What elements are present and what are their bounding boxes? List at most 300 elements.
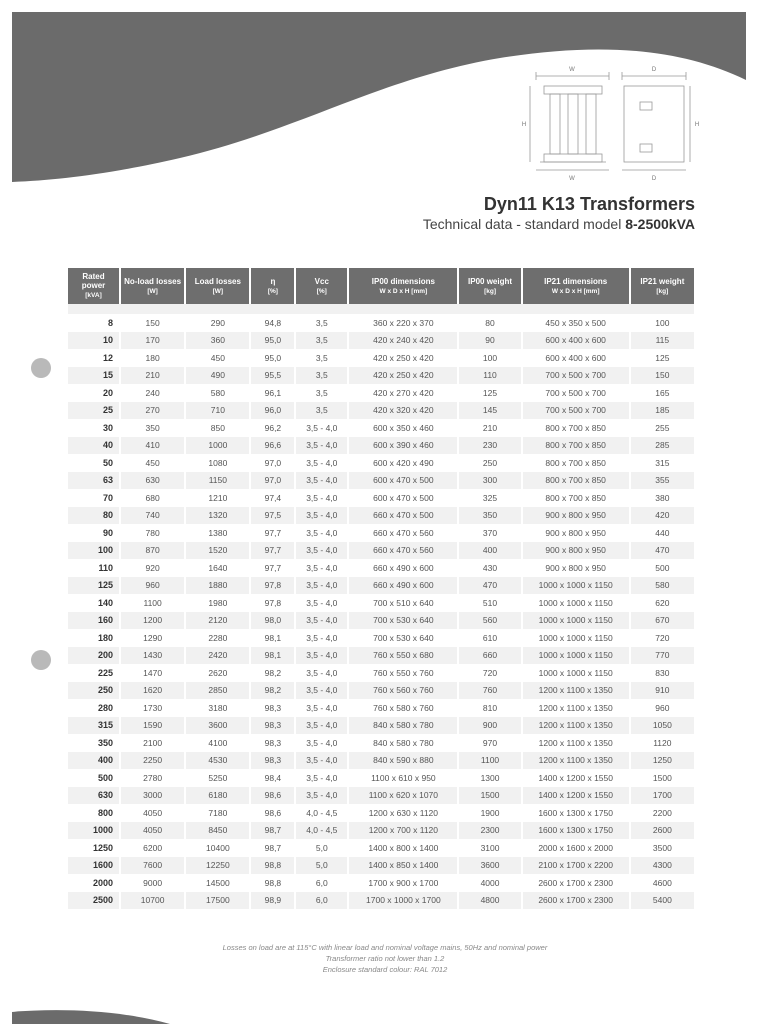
table-row bbox=[68, 419, 694, 437]
table-cell: 490 bbox=[186, 367, 249, 385]
table-cell: 600 x 400 x 600 bbox=[523, 332, 629, 350]
table-cell: 830 bbox=[655, 667, 670, 678]
table-cell: 4,0 - 4,5 bbox=[306, 807, 338, 818]
table-row bbox=[68, 804, 694, 822]
table-cell: 2600 x 1700 x 2300 bbox=[538, 877, 613, 888]
table-cell: 660 bbox=[459, 647, 520, 665]
table-row bbox=[68, 647, 694, 665]
table-cell: 3,5 bbox=[315, 387, 328, 398]
table-cell: 810 bbox=[482, 702, 498, 713]
table-row bbox=[68, 384, 694, 402]
footer-wave bbox=[0, 1000, 768, 1024]
table-cell: 115 bbox=[631, 332, 694, 350]
table-cell: 1050 bbox=[631, 717, 694, 735]
table-cell: 760 bbox=[459, 682, 520, 700]
table-cell: 1100 bbox=[143, 597, 162, 608]
table-spacer-cell bbox=[68, 304, 694, 314]
table-cell: 7180 bbox=[208, 807, 228, 818]
table-cell: 780 bbox=[145, 527, 160, 538]
table-cell: 700 x 510 x 640 bbox=[373, 597, 434, 608]
column-header-5 bbox=[349, 268, 457, 304]
table-cell: 760 x 560 x 760 bbox=[349, 682, 457, 700]
table-cell: 98,3 bbox=[264, 702, 282, 713]
table-row bbox=[68, 699, 694, 717]
column-header-4 bbox=[296, 268, 347, 304]
table-cell: 1730 bbox=[143, 702, 163, 713]
table-cell: 1000 bbox=[186, 437, 249, 455]
table-cell: 98,6 bbox=[251, 787, 294, 805]
table-cell: 3,5 - 4,0 bbox=[296, 717, 347, 735]
table-cell: 40 bbox=[68, 437, 119, 455]
table-cell: 1100 x 620 x 1070 bbox=[349, 787, 457, 805]
table-cell: 400 bbox=[459, 542, 520, 560]
page-title: Dyn11 K13 Transformers bbox=[483, 194, 695, 214]
table-cell: 250 bbox=[482, 457, 498, 468]
table-cell: 910 bbox=[631, 682, 694, 700]
table-cell: 3,5 - 4,0 bbox=[306, 632, 338, 643]
table-cell: 270 bbox=[121, 402, 184, 420]
table-cell: 1400 x 1200 x 1550 bbox=[538, 772, 613, 783]
dimension-diagram bbox=[514, 62, 704, 186]
table-cell: 7600 bbox=[121, 857, 184, 875]
table-cell: 280 bbox=[97, 702, 113, 713]
table-cell: 80 bbox=[68, 507, 119, 525]
table-cell: 1000 x 1000 x 1150 bbox=[538, 667, 613, 678]
table-cell: 600 x 400 x 600 bbox=[545, 352, 606, 363]
table-cell: 170 bbox=[121, 332, 184, 350]
table-row bbox=[68, 752, 694, 770]
table-cell: 350 bbox=[459, 507, 520, 525]
table-cell: 4800 bbox=[459, 892, 520, 910]
table-cell: 680 bbox=[145, 492, 160, 503]
table-cell: 2000 x 1600 x 2000 bbox=[538, 842, 613, 853]
table-row bbox=[68, 542, 694, 560]
table-cell: 97,8 bbox=[251, 577, 294, 595]
table-cell: 2100 x 1700 x 2200 bbox=[523, 857, 629, 875]
table-cell: 420 x 250 x 420 bbox=[349, 367, 457, 385]
table-cell: 1200 x 1100 x 1350 bbox=[523, 752, 629, 770]
table-cell: 1200 x 630 x 1120 bbox=[368, 807, 439, 818]
table-cell: 900 bbox=[459, 717, 520, 735]
table-cell: 1200 x 1100 x 1350 bbox=[523, 682, 629, 700]
table-cell: 800 x 700 x 850 bbox=[545, 422, 606, 433]
table-row bbox=[68, 489, 694, 507]
table-cell: 1200 bbox=[121, 612, 184, 630]
table-cell: 900 x 800 x 950 bbox=[545, 527, 606, 538]
table-cell: 900 x 800 x 950 bbox=[523, 507, 629, 525]
table-cell: 290 bbox=[210, 317, 225, 328]
column-header-title: η bbox=[270, 276, 276, 286]
table-cell: 500 bbox=[655, 562, 670, 573]
table-cell: 420 x 320 x 420 bbox=[349, 402, 457, 420]
table-cell: 3100 bbox=[480, 842, 500, 853]
table-cell: 470 bbox=[459, 577, 520, 595]
table-row bbox=[68, 874, 694, 892]
table-cell: 3,5 - 4,0 bbox=[296, 577, 347, 595]
table-cell: 3,5 - 4,0 bbox=[306, 422, 338, 433]
table-cell: 2500 bbox=[68, 892, 119, 910]
table-cell: 96,0 bbox=[251, 402, 294, 420]
table-cell: 1000 bbox=[68, 822, 119, 840]
table-cell: 98,9 bbox=[251, 892, 294, 910]
table-row bbox=[68, 472, 694, 490]
table-cell: 17500 bbox=[186, 892, 249, 910]
table-cell: 12 bbox=[102, 352, 113, 363]
table-cell: 1400 x 850 x 1400 bbox=[349, 857, 457, 875]
table-cell: 1590 bbox=[121, 717, 184, 735]
table-cell: 125 bbox=[68, 577, 119, 595]
table-cell: 97,7 bbox=[264, 562, 282, 573]
column-header-0 bbox=[68, 268, 119, 304]
table-cell: 2620 bbox=[208, 667, 228, 678]
table-cell: 660 x 470 x 500 bbox=[349, 507, 457, 525]
table-cell: 3,5 - 4,0 bbox=[306, 667, 338, 678]
column-header-7 bbox=[523, 268, 629, 304]
table-spacer bbox=[68, 304, 694, 314]
table-cell: 8 bbox=[107, 317, 113, 328]
table-cell: 450 x 350 x 500 bbox=[545, 317, 606, 328]
table-cell: 300 bbox=[459, 472, 520, 490]
table-row bbox=[68, 332, 694, 350]
table-cell: 630 bbox=[68, 787, 119, 805]
table-cell: 5,0 bbox=[296, 857, 347, 875]
table-cell: 3,5 - 4,0 bbox=[306, 562, 338, 573]
table-cell: 97,7 bbox=[251, 542, 294, 560]
table-cell: 150 bbox=[631, 367, 694, 385]
table-cell: 870 bbox=[121, 542, 184, 560]
table-cell: 90 bbox=[102, 527, 113, 538]
table-header-row bbox=[68, 268, 694, 304]
table-cell: 600 x 470 x 500 bbox=[349, 472, 457, 490]
diagram-label-width-top: W bbox=[569, 67, 575, 73]
table-cell: 660 x 490 x 600 bbox=[373, 562, 434, 573]
table-cell: 760 x 550 x 680 bbox=[349, 647, 457, 665]
table-cell: 12250 bbox=[186, 857, 249, 875]
table-cell: 360 x 220 x 370 bbox=[373, 317, 434, 328]
table-cell: 3600 bbox=[459, 857, 520, 875]
table-cell: 510 bbox=[482, 597, 498, 608]
table-cell: 430 bbox=[482, 562, 498, 573]
table-cell: 98,1 bbox=[264, 632, 282, 643]
table-cell: 225 bbox=[97, 667, 113, 678]
table-cell: 250 bbox=[68, 682, 119, 700]
table-cell: 1290 bbox=[143, 632, 163, 643]
table-cell: 355 bbox=[631, 472, 694, 490]
table-cell: 610 bbox=[482, 632, 498, 643]
table-cell: 180 bbox=[145, 352, 160, 363]
table-cell: 70 bbox=[102, 492, 113, 503]
column-header-3 bbox=[251, 268, 294, 304]
table-cell: 94,8 bbox=[264, 317, 282, 328]
table-cell: 8450 bbox=[186, 822, 249, 840]
column-header-unit: W x D x H [mm] bbox=[551, 287, 600, 295]
table-cell: 100 bbox=[655, 317, 670, 328]
table-cell: 95,0 bbox=[264, 352, 282, 363]
table-cell: 3,5 - 4,0 bbox=[296, 682, 347, 700]
table-cell: 10 bbox=[68, 332, 119, 350]
table-cell: 145 bbox=[459, 402, 520, 420]
table-cell: 4000 bbox=[480, 877, 500, 888]
column-header-6 bbox=[459, 268, 520, 304]
table-cell: 3,5 bbox=[315, 352, 328, 363]
table-row bbox=[68, 629, 694, 647]
table-cell: 98,2 bbox=[251, 682, 294, 700]
table-cell: 160 bbox=[68, 612, 119, 630]
table-cell: 560 bbox=[459, 612, 520, 630]
table-cell: 1100 x 610 x 950 bbox=[371, 772, 436, 783]
table-cell: 420 bbox=[631, 507, 694, 525]
table-cell: 98,6 bbox=[264, 807, 282, 818]
table-cell: 97,0 bbox=[251, 472, 294, 490]
table-cell: 3,5 bbox=[315, 317, 328, 328]
table-cell: 360 bbox=[186, 332, 249, 350]
table-cell: 3,5 bbox=[296, 402, 347, 420]
table-cell: 98,8 bbox=[264, 877, 282, 888]
table-cell: 4600 bbox=[652, 877, 672, 888]
table-cell: 3000 bbox=[121, 787, 184, 805]
table-cell: 2420 bbox=[186, 647, 249, 665]
table-cell: 600 x 350 x 460 bbox=[373, 422, 434, 433]
table-cell: 600 x 390 x 460 bbox=[349, 437, 457, 455]
table-cell: 4050 bbox=[121, 822, 184, 840]
table-cell: 95,0 bbox=[251, 332, 294, 350]
table-cell: 470 bbox=[631, 542, 694, 560]
table-cell: 4050 bbox=[143, 807, 163, 818]
table-row bbox=[68, 822, 694, 840]
diagram-label-depth-top: D bbox=[651, 67, 657, 73]
table-cell: 1500 bbox=[459, 787, 520, 805]
table-cell: 3,5 - 4,0 bbox=[306, 492, 338, 503]
table-row bbox=[68, 664, 694, 682]
table-cell: 350 bbox=[145, 422, 160, 433]
table-cell: 6,0 bbox=[296, 892, 347, 910]
column-header-1 bbox=[121, 268, 184, 304]
table-cell: 700 x 530 x 640 bbox=[349, 612, 457, 630]
table-cell: 1150 bbox=[186, 472, 249, 490]
table-cell: 800 bbox=[97, 807, 113, 818]
diagram-label-height-left: H bbox=[521, 122, 527, 128]
column-header-title: Vcc bbox=[314, 276, 329, 286]
column-header-title: IP21 dimensions bbox=[544, 276, 608, 286]
table-cell: 3,5 - 4,0 bbox=[296, 472, 347, 490]
table-cell: 255 bbox=[655, 422, 670, 433]
table-row bbox=[68, 734, 694, 752]
table-cell: 1620 bbox=[121, 682, 184, 700]
diagram-label-width-bottom: W bbox=[569, 176, 575, 182]
table-cell: 3,5 - 4,0 bbox=[296, 437, 347, 455]
table-cell: 125 bbox=[655, 352, 670, 363]
table-row bbox=[68, 839, 694, 857]
table-cell: 98,1 bbox=[251, 647, 294, 665]
column-header-unit: [%] bbox=[267, 287, 278, 295]
table-row bbox=[68, 559, 694, 577]
table-cell: 3,5 - 4,0 bbox=[296, 752, 347, 770]
table-cell: 1700 bbox=[631, 787, 694, 805]
table-row bbox=[68, 594, 694, 612]
table-cell: 180 bbox=[97, 632, 113, 643]
table-cell: 240 bbox=[145, 387, 160, 398]
footnote-losses: Losses on load are at 115°C with linear load and nominal voltage mains, 50Hz and nominal power bbox=[222, 943, 548, 952]
table-cell: 420 x 270 x 420 bbox=[373, 387, 434, 398]
table-cell: 1200 x 1100 x 1350 bbox=[538, 737, 613, 748]
table-cell: 2280 bbox=[208, 632, 228, 643]
table-cell: 98,3 bbox=[264, 737, 282, 748]
table-cell: 200 bbox=[68, 647, 119, 665]
table-cell: 450 bbox=[145, 457, 160, 468]
table-cell: 440 bbox=[655, 527, 670, 538]
table-cell: 230 bbox=[459, 437, 520, 455]
column-header-unit: [W] bbox=[147, 287, 158, 295]
diagram-label-height-right: H bbox=[694, 122, 700, 128]
table-cell: 580 bbox=[210, 387, 225, 398]
table-cell: 185 bbox=[631, 402, 694, 420]
column-header-unit: W x D x H [mm] bbox=[379, 287, 428, 295]
spec-table bbox=[66, 268, 696, 909]
table-cell: 1000 x 1000 x 1150 bbox=[538, 597, 613, 608]
table-cell: 140 bbox=[97, 597, 113, 608]
table-row bbox=[68, 769, 694, 787]
table-cell: 95,5 bbox=[251, 367, 294, 385]
table-cell: 100 bbox=[68, 542, 119, 560]
table-cell: 1700 x 1000 x 1700 bbox=[349, 892, 457, 910]
table-cell: 700 x 500 x 700 bbox=[545, 387, 606, 398]
table-cell: 150 bbox=[145, 317, 160, 328]
column-header-8 bbox=[631, 268, 694, 304]
table-cell: 97,7 bbox=[264, 527, 282, 538]
table-cell: 840 x 590 x 880 bbox=[349, 752, 457, 770]
column-header-unit: [kVA] bbox=[85, 292, 102, 299]
table-cell: 700 x 500 x 700 bbox=[523, 402, 629, 420]
table-cell: 1120 bbox=[653, 737, 672, 748]
table-cell: 6180 bbox=[186, 787, 249, 805]
table-cell: 800 x 700 x 850 bbox=[523, 472, 629, 490]
table-cell: 960 bbox=[121, 577, 184, 595]
diagram-label-depth-bottom: D bbox=[651, 176, 657, 182]
footnotes bbox=[140, 942, 630, 975]
column-header-unit: [W] bbox=[212, 287, 224, 295]
table-cell: 97,0 bbox=[264, 457, 282, 468]
table-cell: 710 bbox=[186, 402, 249, 420]
table-cell: 315 bbox=[655, 457, 670, 468]
table-cell: 3,5 - 4,0 bbox=[306, 702, 338, 713]
table-cell: 1600 bbox=[68, 857, 119, 875]
table-cell: 285 bbox=[631, 437, 694, 455]
table-cell: 410 bbox=[121, 437, 184, 455]
table-cell: 25 bbox=[68, 402, 119, 420]
table-cell: 630 bbox=[121, 472, 184, 490]
column-header-title: No-load losses bbox=[124, 276, 182, 286]
table-cell: 400 bbox=[68, 752, 119, 770]
punch-hole-top bbox=[31, 358, 51, 378]
table-cell: 350 bbox=[97, 737, 113, 748]
table-cell: 96,2 bbox=[264, 422, 282, 433]
table-cell: 3,5 - 4,0 bbox=[306, 737, 338, 748]
table-cell: 97,4 bbox=[264, 492, 282, 503]
table-cell: 3,5 bbox=[296, 367, 347, 385]
table-cell: 14500 bbox=[206, 877, 230, 888]
table-cell: 1210 bbox=[208, 492, 228, 503]
table-cell: 210 bbox=[482, 422, 498, 433]
table-cell: 1470 bbox=[143, 667, 163, 678]
subtitle-prefix: Technical data - standard model bbox=[422, 216, 626, 232]
table-row bbox=[68, 349, 694, 367]
table-cell: 20 bbox=[102, 387, 113, 398]
table-cell: 6200 bbox=[143, 842, 163, 853]
table-cell: 315 bbox=[68, 717, 119, 735]
table-cell: 110 bbox=[98, 562, 113, 573]
table-cell: 100 bbox=[482, 352, 498, 363]
table-cell: 760 x 580 x 760 bbox=[373, 702, 434, 713]
table-row bbox=[68, 314, 694, 332]
table-cell: 1000 x 1000 x 1150 bbox=[538, 632, 613, 643]
table-row bbox=[68, 857, 694, 875]
table-cell: 770 bbox=[631, 647, 694, 665]
table-cell: 1500 bbox=[652, 772, 672, 783]
table-cell: 3500 bbox=[652, 842, 672, 853]
table-cell: 3,5 - 4,0 bbox=[306, 527, 338, 538]
table-cell: 2120 bbox=[186, 612, 249, 630]
table-cell: 840 x 580 x 780 bbox=[373, 737, 434, 748]
table-cell: 1600 x 1300 x 1750 bbox=[538, 807, 613, 818]
table-cell: 700 x 530 x 640 bbox=[373, 632, 434, 643]
table-cell: 15 bbox=[68, 367, 119, 385]
table-cell: 4530 bbox=[186, 752, 249, 770]
table-cell: 80 bbox=[485, 317, 495, 328]
table-row bbox=[68, 717, 694, 735]
table-cell: 4100 bbox=[208, 737, 228, 748]
table-cell: 670 bbox=[631, 612, 694, 630]
table-cell: 98,4 bbox=[264, 772, 282, 783]
table-row bbox=[68, 612, 694, 630]
table-cell: 660 x 470 x 560 bbox=[349, 542, 457, 560]
table-cell: 3,5 bbox=[296, 332, 347, 350]
column-header-unit: [%] bbox=[316, 287, 327, 295]
table-cell: 1000 x 1000 x 1150 bbox=[523, 647, 629, 665]
table-cell: 850 bbox=[210, 422, 225, 433]
table-cell: 1430 bbox=[121, 647, 184, 665]
table-cell: 5250 bbox=[208, 772, 228, 783]
table-cell: 325 bbox=[482, 492, 498, 503]
table-cell: 1200 x 700 x 1120 bbox=[349, 822, 457, 840]
table-cell: 97,5 bbox=[251, 507, 294, 525]
table-cell: 1000 x 1000 x 1150 bbox=[523, 577, 629, 595]
table-cell: 960 bbox=[655, 702, 670, 713]
table-cell: 4,0 - 4,5 bbox=[296, 822, 347, 840]
table-row bbox=[68, 787, 694, 805]
table-row bbox=[68, 682, 694, 700]
table-cell: 98,8 bbox=[251, 857, 294, 875]
table-cell: 420 x 250 x 420 bbox=[373, 352, 434, 363]
table-cell: 98,0 bbox=[251, 612, 294, 630]
column-header-title: Rated power bbox=[81, 272, 106, 290]
table-cell: 620 bbox=[655, 597, 670, 608]
column-header-title: IP21 weight bbox=[640, 276, 685, 286]
table-cell: 1100 bbox=[459, 752, 520, 770]
table-cell: 1250 bbox=[631, 752, 694, 770]
table-row bbox=[68, 577, 694, 595]
column-header-unit: [kg] bbox=[484, 287, 496, 295]
table-cell: 96,6 bbox=[251, 437, 294, 455]
table-cell: 840 x 580 x 780 bbox=[349, 717, 457, 735]
table-cell: 125 bbox=[482, 387, 498, 398]
table-cell: 2600 bbox=[631, 822, 694, 840]
table-cell: 2850 bbox=[186, 682, 249, 700]
column-header-2 bbox=[186, 268, 249, 304]
table-cell: 500 bbox=[97, 772, 113, 783]
table-cell: 370 bbox=[482, 527, 498, 538]
table-cell: 2780 bbox=[143, 772, 163, 783]
table-cell: 5400 bbox=[631, 892, 694, 910]
